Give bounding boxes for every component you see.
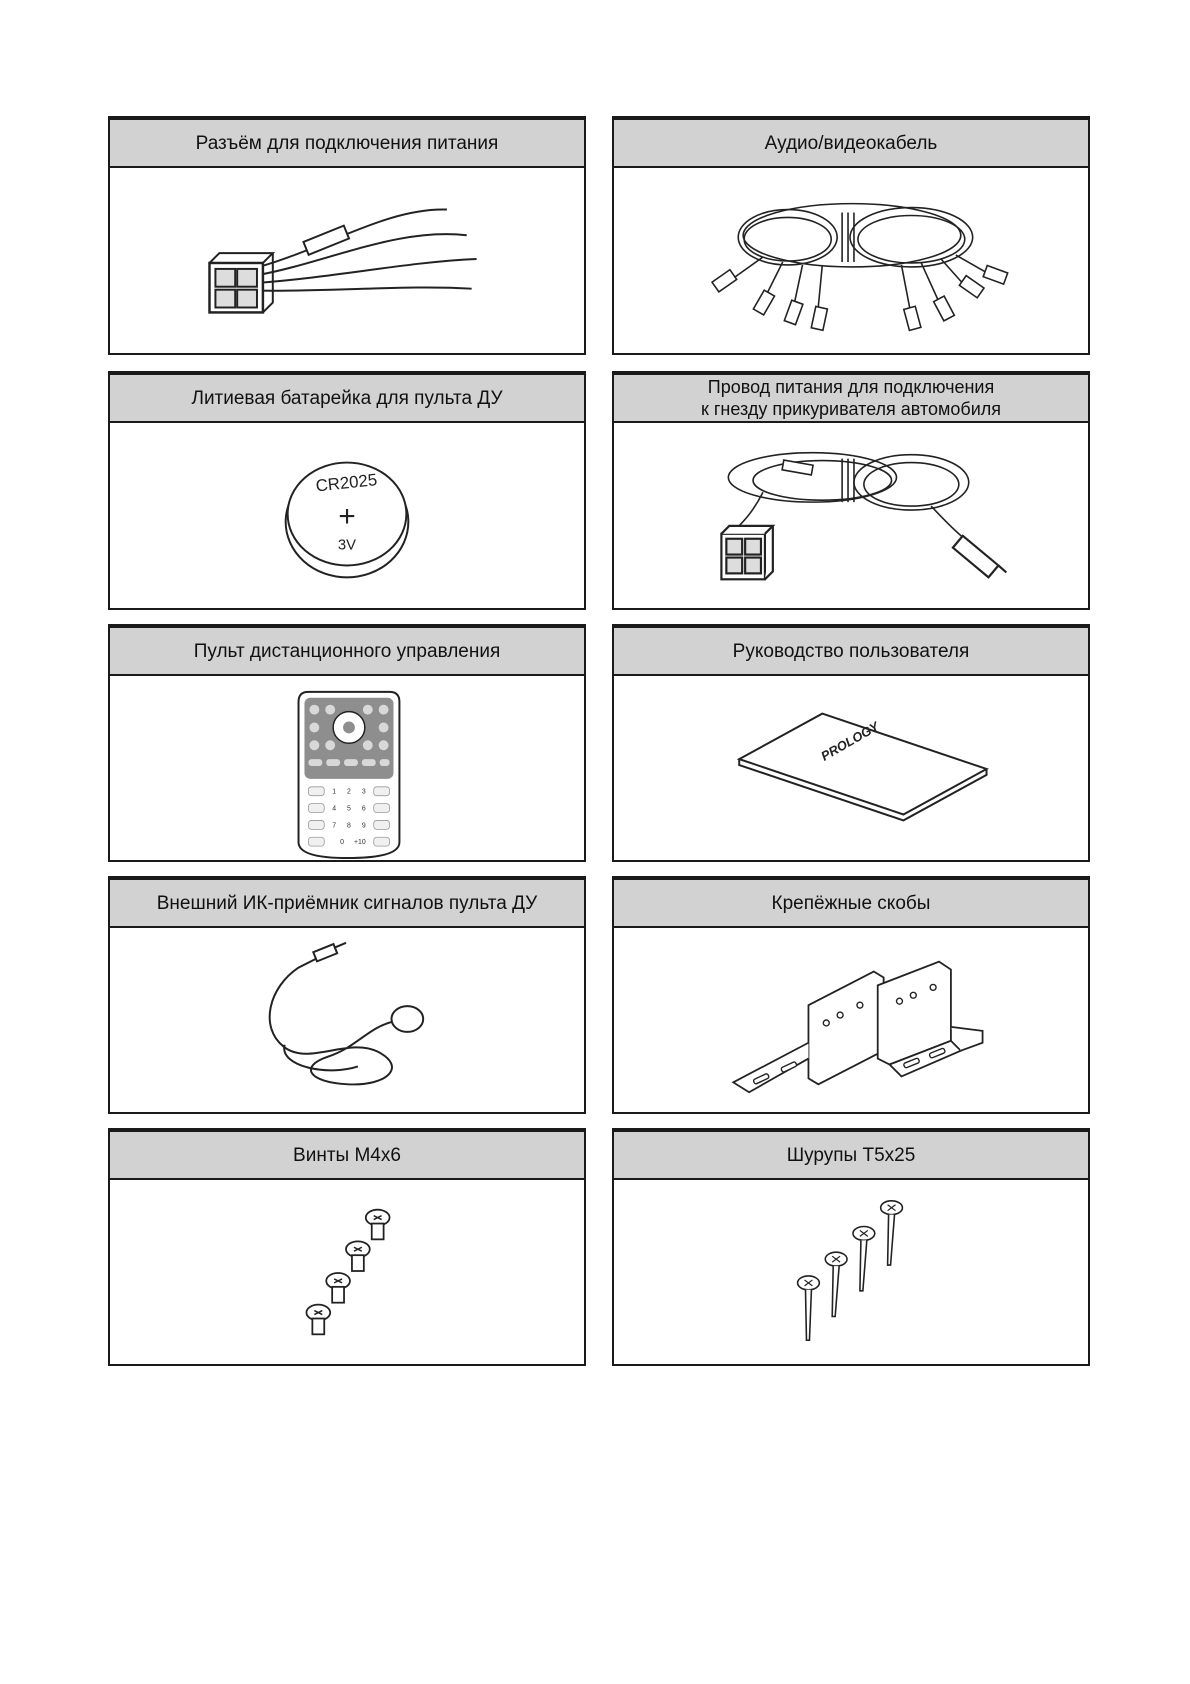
item-title: Пульт дистанционного управления [110, 628, 584, 676]
item-car-power-cord [612, 371, 1090, 610]
manual-brand: PROLOGY [818, 718, 882, 764]
item-title: Винты М4х6 [110, 1132, 584, 1180]
item-ir-receiver [108, 876, 586, 1114]
item-mounting-brackets [612, 876, 1090, 1114]
remote-key: 6 [361, 805, 366, 813]
item-title: Шурупы Т5х25 [614, 1132, 1088, 1180]
remote-key: 0 [340, 839, 344, 847]
av-cable-icon [614, 168, 1088, 353]
item-remote-control [108, 624, 586, 862]
battery-icon [110, 423, 584, 608]
remote-key: 4 [332, 805, 337, 813]
item-title: Литиевая батарейка для пульта ДУ [110, 375, 584, 423]
remote-key: +10 [354, 839, 366, 847]
item-title: Разъём для подключения питания [110, 120, 584, 168]
self-tapping-screws-icon [614, 1180, 1088, 1364]
item-battery [108, 371, 586, 610]
remote-key: 9 [361, 822, 366, 830]
battery-model: CR2025 [314, 470, 379, 496]
remote-key: 5 [347, 805, 351, 813]
mounting-brackets-icon [614, 928, 1088, 1112]
user-manual-icon [614, 676, 1088, 860]
item-title: Руководство пользователя [614, 628, 1088, 676]
item-title: Аудио/видеокабель [614, 120, 1088, 168]
item-title: Внешний ИК-приёмник сигналов пульта ДУ [110, 880, 584, 928]
ir-receiver-icon [110, 928, 584, 1112]
screws-icon [110, 1180, 584, 1364]
item-title-line1: Провод питания для подключения [707, 377, 995, 397]
item-screws [108, 1128, 586, 1366]
car-power-cord-icon [614, 423, 1088, 608]
remote-key: 7 [332, 822, 337, 830]
remote-key: 1 [332, 788, 337, 796]
item-title-line2: к гнезду прикуривателя автомобиля [700, 399, 1002, 419]
power-connector-icon [110, 168, 584, 353]
item-title: Крепёжные скобы [614, 880, 1088, 928]
remote-key: 3 [361, 788, 366, 796]
item-self-tapping-screws [612, 1128, 1090, 1366]
remote-control-icon [110, 676, 584, 860]
battery-polarity: + [338, 499, 356, 533]
battery-voltage: 3V [337, 537, 357, 554]
remote-key: 2 [347, 788, 351, 796]
item-user-manual [612, 624, 1090, 862]
item-title [614, 375, 1088, 423]
item-av-cable [612, 116, 1090, 355]
remote-key: 8 [347, 822, 351, 830]
item-power-connector [108, 116, 586, 355]
